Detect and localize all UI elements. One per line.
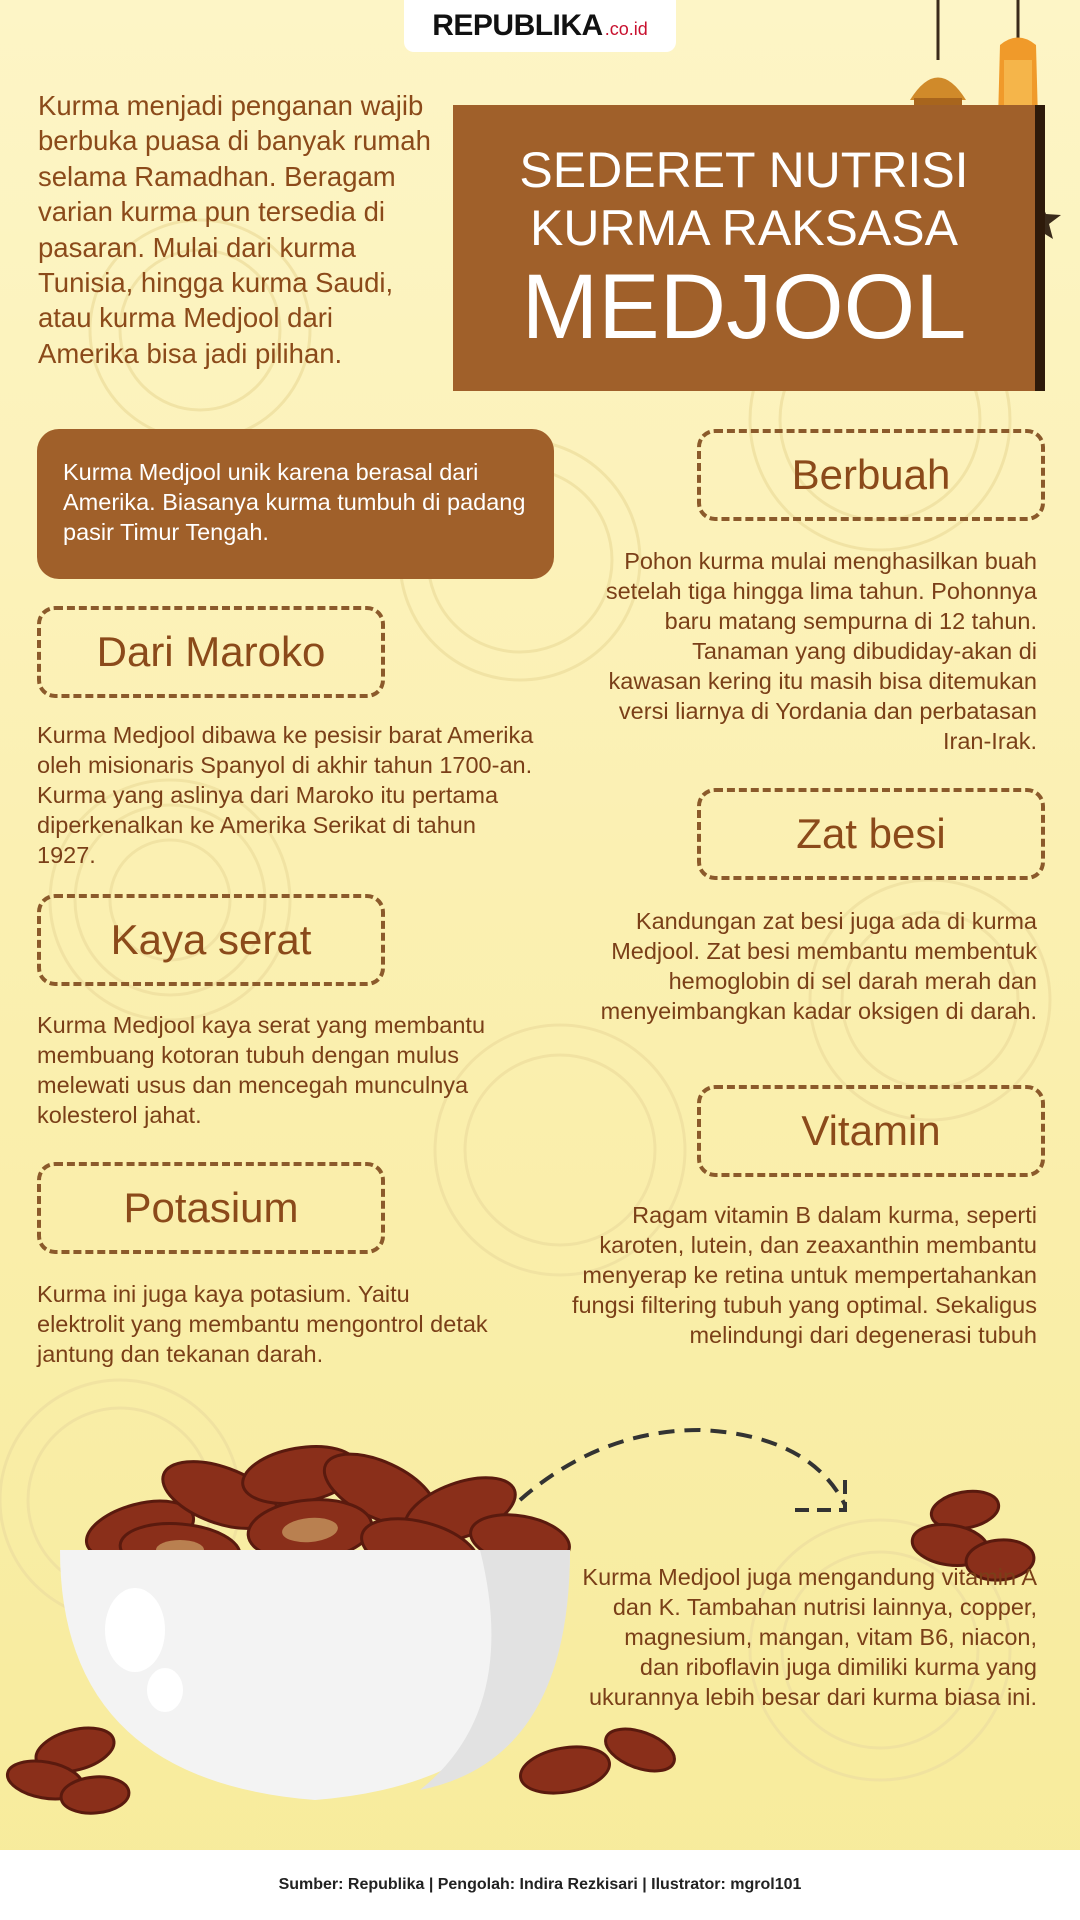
- text-vitamin: Ragam vitamin B dalam kurma, seperti karoten, lutein, dan zeaxanthin membantu menyerap ke retina untuk mempertahankan fungsi filtering tubuh yang optimal. Sekaligus melindungi dari degenerasi tubuh: [571, 1202, 1037, 1348]
- closing-paragraph: Kurma Medjool juga mengandung vitamin A dan K. Tambahan nutrisi lainnya, copper, magnesium, mangan, vitam B6, niacon, dan riboflavin juga dimiliki kurma yang ukurannya lebih besar dari kurma biasa ini.: [582, 1564, 1037, 1710]
- title-line-3: MEDJOOL: [521, 256, 967, 358]
- heading-kaya-serat: Kaya serat: [37, 894, 385, 986]
- text-berbuah: Pohon kurma mulai menghasilkan buah setelah tiga hingga lima tahun. Pohonnya baru matang sempurna di 12 tahun. Tanaman yang dibudiday-akan di kawasan kering itu masih bisa ditemukan versi liarnya di Yordania dan perbatasan Iran-Irak.: [605, 548, 1037, 754]
- origin-note: Kurma Medjool unik karena berasal dari Amerika. Biasanya kurma tumbuh di padang pasir Timur Tengah.: [37, 429, 554, 579]
- heading-berbuah: Berbuah: [697, 429, 1045, 521]
- dashed-arrow-icon: [520, 1430, 845, 1505]
- footer-credits: Sumber: Republika | Pengolah: Indira Rezkisari | Ilustrator: mgrol101: [0, 1850, 1080, 1920]
- heading-dari-maroko: Dari Maroko: [37, 606, 385, 698]
- intro-paragraph: Kurma menjadi penganan wajib berbuka puasa di banyak rumah selama Ramadhan. Beragam varian kurma pun tersedia di pasaran. Mulai dari kurma Tunisia, hingga kurma Saudi, atau kurma Medjool dari Amerika bisa jadi pilihan.: [38, 90, 431, 369]
- heading-vitamin: Vitamin: [697, 1085, 1045, 1177]
- title-banner: [453, 105, 1045, 391]
- republika-logo[interactable]: [404, 0, 676, 52]
- text-potasium: Kurma ini juga kaya potasium. Yaitu elektrolit yang membantu mengontrol detak jantung dan tekanan darah.: [37, 1281, 488, 1367]
- text-kaya-serat: Kurma Medjool kaya serat yang membantu membuang kotoran tubuh dengan mulus melewati usus dan mencegah munculnya kolesterol jahat.: [37, 1012, 486, 1128]
- title-line-2: KURMA RAKSASA: [530, 200, 958, 256]
- heading-potasium: Potasium: [37, 1162, 385, 1254]
- heading-zat-besi: Zat besi: [697, 788, 1045, 880]
- title-line-1: SEDERET NUTRISI: [519, 142, 969, 198]
- logo-wordmark: REPUBLIKA: [432, 9, 603, 42]
- text-zat-besi: Kandungan zat besi juga ada di kurma Medjool. Zat besi membantu membentuk hemoglobin di sel darah merah dan menyeimbangkan kadar oksigen di darah.: [600, 908, 1037, 1024]
- text-dari-maroko: Kurma Medjool dibawa ke pesisir barat Amerika oleh misionaris Spanyol di akhir tahun 1700-an. Kurma yang aslinya dari Maroko itu pertama diperkenalkan ke Amerika Serikat di tahun 1927.: [37, 722, 534, 868]
- logo-domain: .co.id: [604, 18, 648, 39]
